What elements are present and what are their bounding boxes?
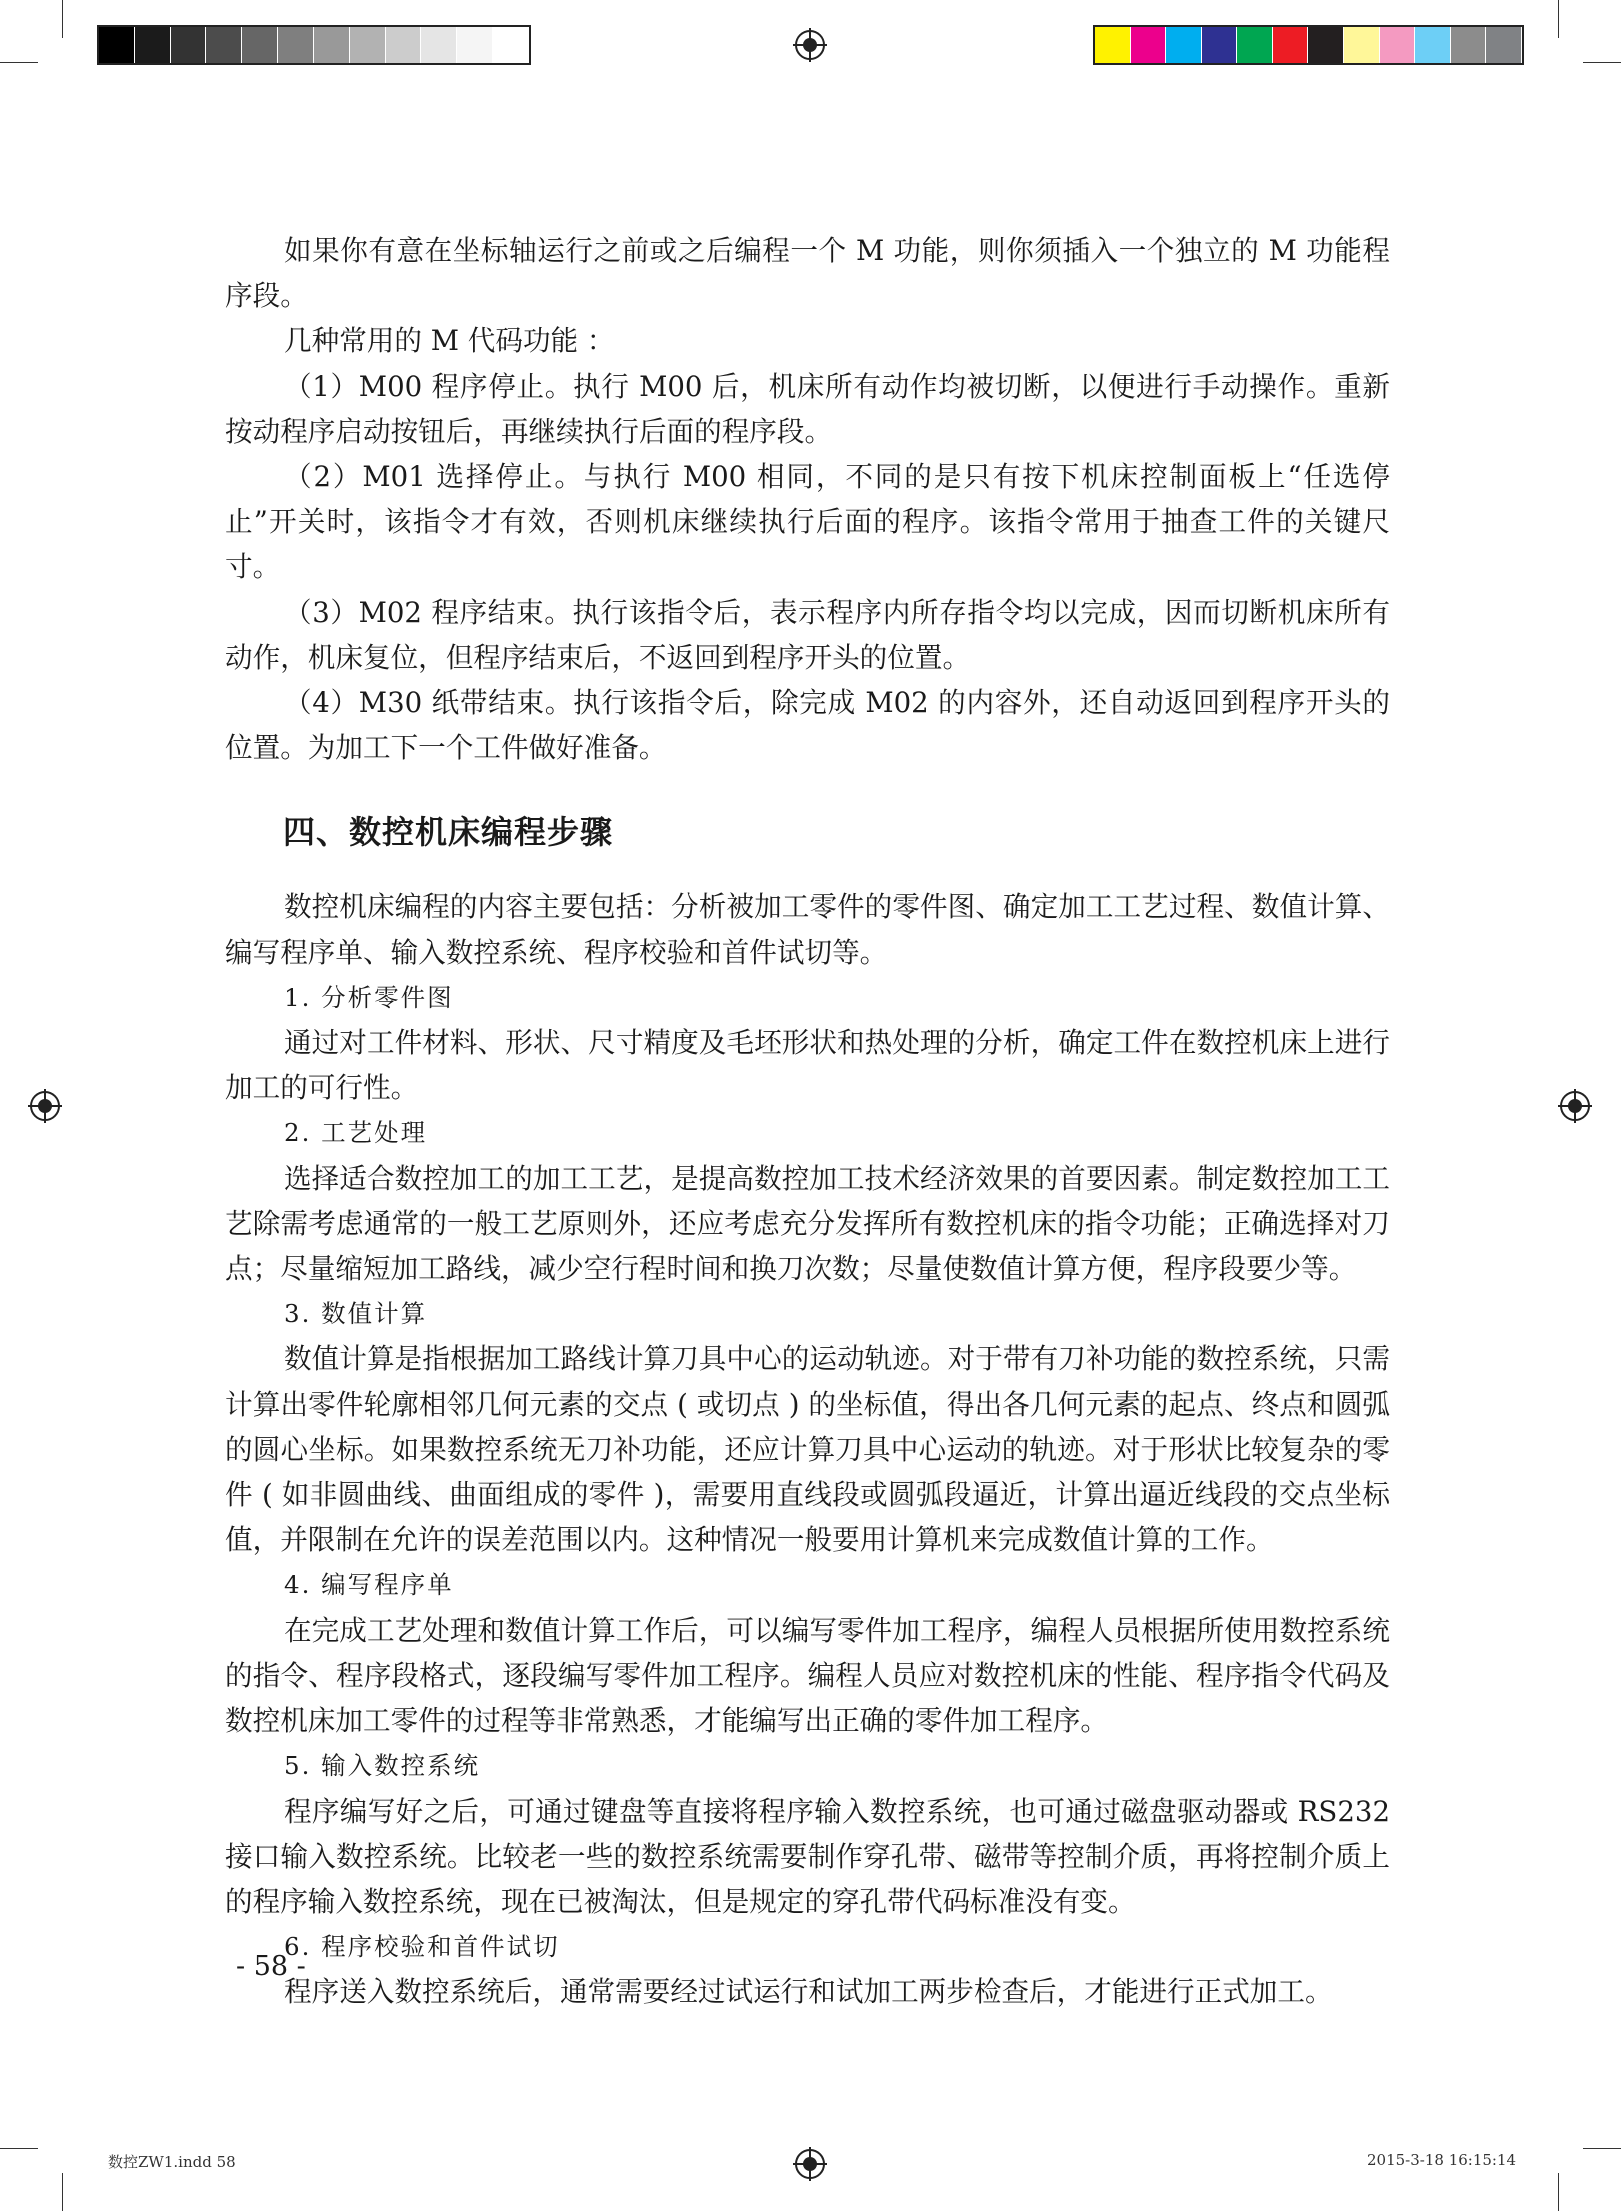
process-color-bar [1093, 25, 1524, 65]
page-body [225, 228, 1390, 2015]
color-swatch [1308, 27, 1344, 63]
paragraph: 如果你有意在坐标轴运行之前或之后编程一个 M 功能，则你须插入一个独立的 M 功能程序段。 [225, 234, 1390, 313]
grayscale-color-bar [97, 25, 531, 65]
section-heading: 四、数控机床编程步骤 [283, 813, 614, 852]
color-swatch [1380, 27, 1416, 63]
subheading: 3. 数值计算 [284, 1299, 428, 1329]
color-swatch [1237, 27, 1273, 63]
gray-swatch [457, 27, 493, 63]
paragraph: 在完成工艺处理和数值计算工作后，可以编写零件加工程序，编程人员根据所使用数控系统的指令、程序段格式，逐段编写零件加工程序。编程人员应对数控机床的性能、程序指令代码及数控机床加工零件的过程等非常熟悉，才能编写出正确的零件加工程序。 [225, 1613, 1390, 1738]
paragraph: （2）M01 选择停止。与执行 M00 相同，不同的是只有按下机床控制面板上“任选停止”开关时，该指令才有效，否则机床继续执行后面的程序。该指令常用于抽查工件的关键尺寸。 [225, 460, 1390, 584]
crop-mark [1583, 62, 1621, 63]
subheading: 6. 程序校验和首件试切 [284, 1932, 560, 1962]
paragraph: （4）M30 纸带结束。执行该指令后，除完成 M02 的内容外，还自动返回到程序开头的位置。为加工下一个工件做好准备。 [225, 686, 1390, 765]
page-number: - 58 - [236, 1951, 306, 1982]
gray-swatch [493, 27, 529, 63]
gray-swatch [314, 27, 350, 63]
paragraph: 几种常用的 M 代码功能 ： [284, 324, 615, 358]
crop-mark [1558, 2173, 1559, 2211]
paragraph: 程序编写好之后，可通过键盘等直接将程序输入数控系统，也可通过磁盘驱动器或 RS232 接口输入数控系统。比较老一些的数控系统需要制作穿孔带、磁带等控制介质，再将控制介质上的程序输入数控系统，现在已被淘汰，但是规定的穿孔带代码标准没有变。 [225, 1794, 1390, 1918]
paragraph: 选择适合数控加工的加工工艺，是提高数控加工技术经济效果的首要因素。制定数控加工工艺除需考虑通常的一般工艺原则外，还应考虑充分发挥所有数控机床的指令功能；正确选择对刀点；尽量缩短加工路线，减少空行程时间和换刀次数；尽量使数值计算方便，程序段要少等。 [225, 1161, 1390, 1286]
paragraph: 通过对工件材料、形状、尺寸精度及毛坯形状和热处理的分析，确定工件在数控机床上进行加工的可行性。 [225, 1026, 1390, 1105]
crop-mark [0, 2148, 38, 2149]
subheading: 4. 编写程序单 [284, 1570, 454, 1600]
registration-mark-left-icon [28, 1089, 62, 1123]
color-swatch [1131, 27, 1167, 63]
color-swatch [1166, 27, 1202, 63]
registration-mark-right-icon [1558, 1089, 1592, 1123]
color-swatch [1415, 27, 1451, 63]
gray-swatch [135, 27, 171, 63]
color-swatch [1273, 27, 1309, 63]
registration-mark-top-icon [793, 28, 827, 62]
subheading: 2. 工艺处理 [284, 1118, 428, 1148]
gray-swatch [278, 27, 314, 63]
paragraph: 数控机床编程的内容主要包括：分析被加工零件的零件图、确定加工工艺过程、数值计算、编写程序单、输入数控系统、程序校验和首件试切等。 [225, 890, 1390, 969]
gray-swatch [421, 27, 457, 63]
crop-mark [1558, 0, 1559, 38]
footer-timestamp: 2015-3-18 16:15:14 [1367, 2151, 1517, 2169]
paragraph: 程序送入数控系统后，通常需要经过试运行和试加工两步检查后，才能进行正式加工。 [284, 1975, 1333, 2009]
color-swatch [1486, 27, 1522, 63]
registration-mark-bottom-icon [793, 2147, 827, 2181]
color-swatch [1344, 27, 1380, 63]
gray-swatch [99, 27, 135, 63]
gray-swatch [242, 27, 278, 63]
crop-mark [1583, 2148, 1621, 2149]
crop-mark [62, 2173, 63, 2211]
gray-swatch [206, 27, 242, 63]
color-swatch [1202, 27, 1238, 63]
paragraph: （1）M00 程序停止。执行 M00 后，机床所有动作均被切断，以便进行手动操作。重新按动程序启动按钮后，再继续执行后面的程序段。 [225, 369, 1390, 448]
crop-mark [0, 62, 38, 63]
color-swatch [1095, 27, 1131, 63]
crop-mark [62, 0, 63, 38]
paragraph: （3）M02 程序结束。执行该指令后，表示程序内所存指令均以完成，因而切断机床所有动作，机床复位，但程序结束后，不返回到程序开头的位置。 [225, 595, 1390, 674]
gray-swatch [171, 27, 207, 63]
gray-swatch [386, 27, 422, 63]
gray-swatch [350, 27, 386, 63]
footer-filename: 数控ZW1.indd 58 [108, 2153, 236, 2171]
subheading: 5. 输入数控系统 [284, 1751, 481, 1781]
subheading: 1. 分析零件图 [284, 982, 454, 1012]
paragraph: 数值计算是指根据加工路线计算刀具中心的运动轨迹。对于带有刀补功能的数控系统，只需计算出零件轮廓相邻几何元素的交点 ( 或切点 ) 的坐标值，得出各几何元素的起点、终点和圆弧的圆心坐标。如果数控系统无刀补功能，还应计算刀具中心运动的轨迹。对于形状比较复杂的零件 ( 如非圆曲线、曲面组成的零件 )，需要用直线段或圆弧段逼近，计算出逼近线段的交点坐标值，并限制在允许的误差范围以内。这种情况一般要用计算机来完成数值计算的工作。 [225, 1342, 1390, 1557]
color-swatch [1451, 27, 1487, 63]
